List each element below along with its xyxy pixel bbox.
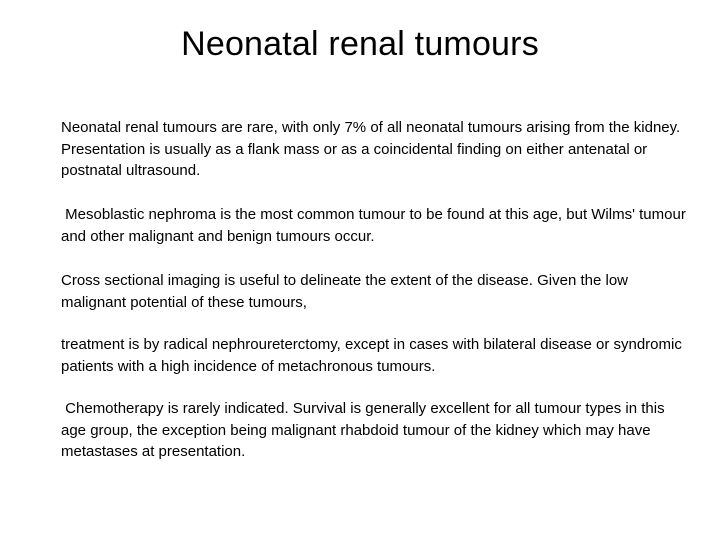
paragraph-chemotherapy-survival: Chemotherapy is rarely indicated. Survival is generally excellent for all tumour types in this age group, the exception being malignant rhabdoid tumour of the kidney which may have metastases at presentation. [61, 400, 669, 460]
slide-title: Neonatal renal tumours [181, 25, 539, 63]
paragraph-incidence: Neonatal renal tumours are rare, with only 7% of all neonatal tumours arising from the kidney. Presentation is usually as a flank mass or as a coincidental finding on either antenatal or postnatal ultrasound. [61, 119, 685, 179]
paragraph-treatment: treatment is by radical nephroureterctomy, except in cases with bilateral disease or syndromic patients with a high incidence of metachronous tumours. [61, 336, 687, 375]
paragraph-mesoblastic-nephroma: Mesoblastic nephroma is the most common tumour to be found at this age, but Wilms' tumour and other malignant and benign tumours occur. [61, 206, 690, 245]
paragraph-imaging: Cross sectional imaging is useful to delineate the extent of the disease. Given the low malignant potential of these tumours, [61, 272, 633, 311]
